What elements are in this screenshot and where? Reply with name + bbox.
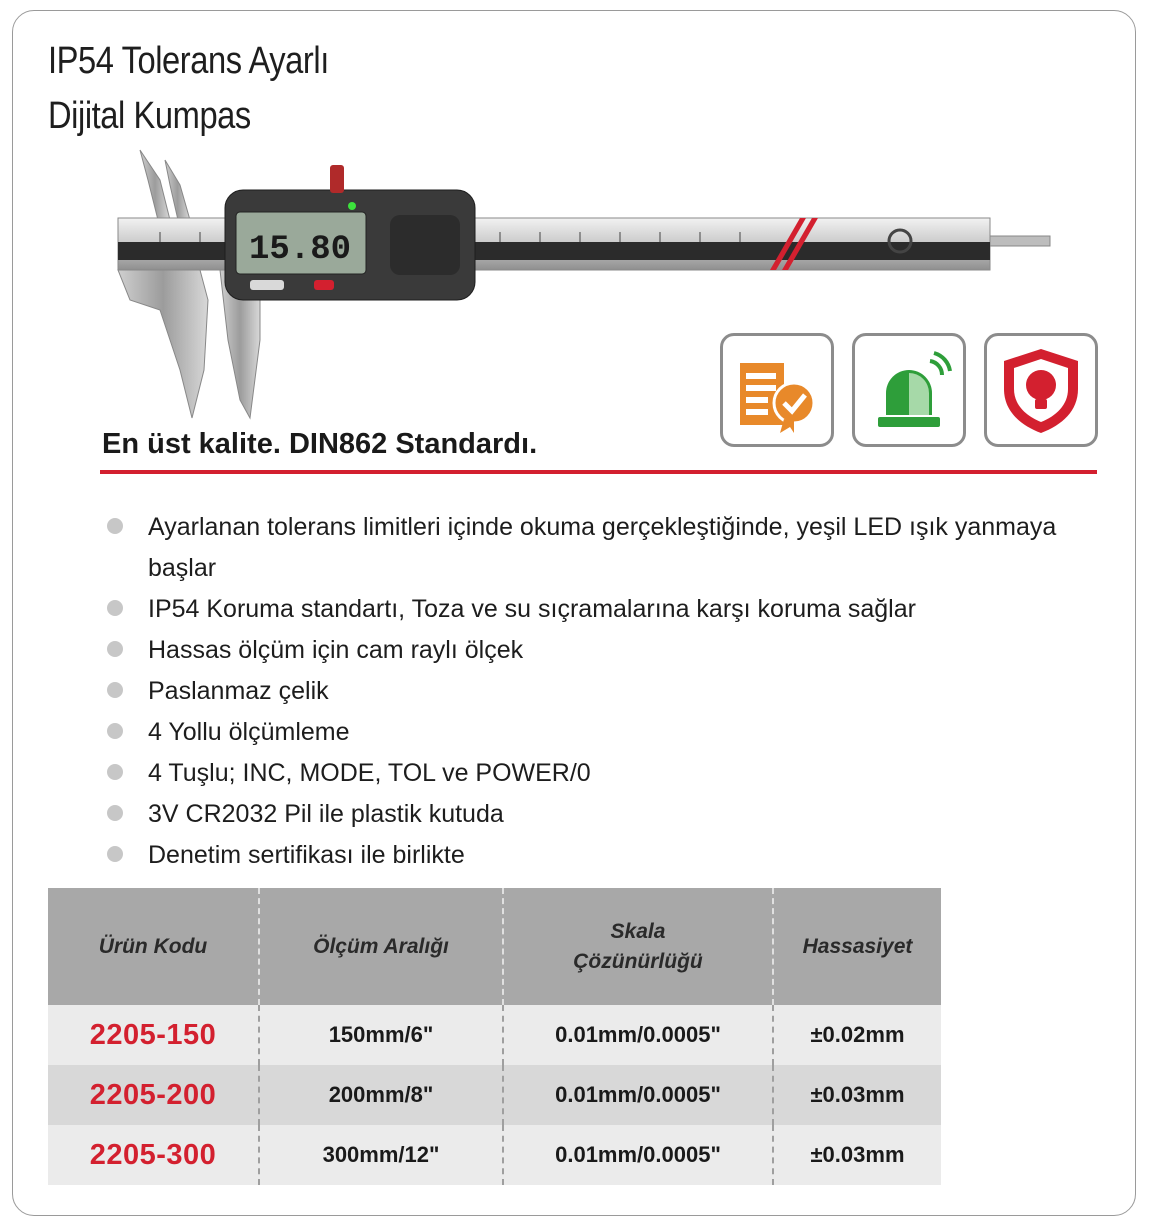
list-item: Paslanmaz çelik	[104, 671, 1094, 712]
protection-badge	[984, 333, 1098, 447]
list-item: Ayarlanan tolerans limitleri içinde okuma gerçekleştiğinde, yeşil LED ışık yanmaya başlar	[104, 507, 1094, 589]
bullet-icon	[107, 723, 123, 739]
bullet-icon	[107, 764, 123, 780]
protection-shield-icon	[996, 345, 1086, 435]
green-led-beacon-icon	[864, 345, 954, 435]
resolution-cell: 0.01mm/0.0005"	[503, 1065, 773, 1125]
range-cell: 300mm/12"	[259, 1125, 503, 1185]
list-item: IP54 Koruma standartı, Toza ve su sıçramalarına karşı koruma sağlar	[104, 589, 1094, 630]
red-divider	[100, 470, 1097, 474]
accuracy-cell: ±0.03mm	[773, 1065, 941, 1125]
feature-list	[104, 507, 1094, 876]
quality-certificate-icon	[732, 345, 822, 435]
table-row	[48, 1125, 941, 1185]
tagline: En üst kalite. DIN862 Standardı.	[102, 428, 538, 460]
range-cell: 200mm/8"	[259, 1065, 503, 1125]
bullet-icon	[107, 805, 123, 821]
bullet-icon	[107, 682, 123, 698]
resolution-cell: 0.01mm/0.0005"	[503, 1005, 773, 1065]
table-header-row	[48, 888, 941, 1005]
product-title-line1: IP54 Tolerans Ayarlı	[48, 40, 329, 82]
bullet-icon	[107, 846, 123, 862]
header-measuring-range: Ölçüm Aralığı	[259, 888, 503, 1005]
list-item: 4 Yollu ölçümleme	[104, 712, 1094, 753]
green-led-badge	[852, 333, 966, 447]
caliper-display-reading: 15.80	[248, 231, 352, 269]
resolution-cell: 0.01mm/0.0005"	[503, 1125, 773, 1185]
table-row	[48, 1065, 941, 1125]
range-cell: 150mm/6"	[259, 1005, 503, 1065]
accuracy-cell: ±0.02mm	[773, 1005, 941, 1065]
product-code-cell: 2205-300	[48, 1125, 259, 1185]
bullet-icon	[107, 518, 123, 534]
feature-badges	[720, 333, 1098, 447]
bullet-icon	[107, 641, 123, 657]
list-item: Denetim sertifikası ile birlikte	[104, 835, 1094, 876]
quality-certificate-badge	[720, 333, 834, 447]
bullet-icon	[107, 600, 123, 616]
product-code-cell: 2205-200	[48, 1065, 259, 1125]
header-accuracy: Hassasiyet	[773, 888, 941, 1005]
table-row	[48, 1005, 941, 1065]
product-title-line2: Dijital Kumpas	[48, 95, 251, 137]
header-product-code: Ürün Kodu	[48, 888, 259, 1005]
list-item: Hassas ölçüm için cam raylı ölçek	[104, 630, 1094, 671]
accuracy-cell: ±0.03mm	[773, 1125, 941, 1185]
header-resolution: Skala Çözünürlüğü	[503, 888, 773, 1005]
product-code-cell: 2205-150	[48, 1005, 259, 1065]
list-item: 3V CR2032 Pil ile plastik kutuda	[104, 794, 1094, 835]
spec-table	[48, 888, 941, 1185]
list-item: 4 Tuşlu; INC, MODE, TOL ve POWER/0	[104, 753, 1094, 794]
